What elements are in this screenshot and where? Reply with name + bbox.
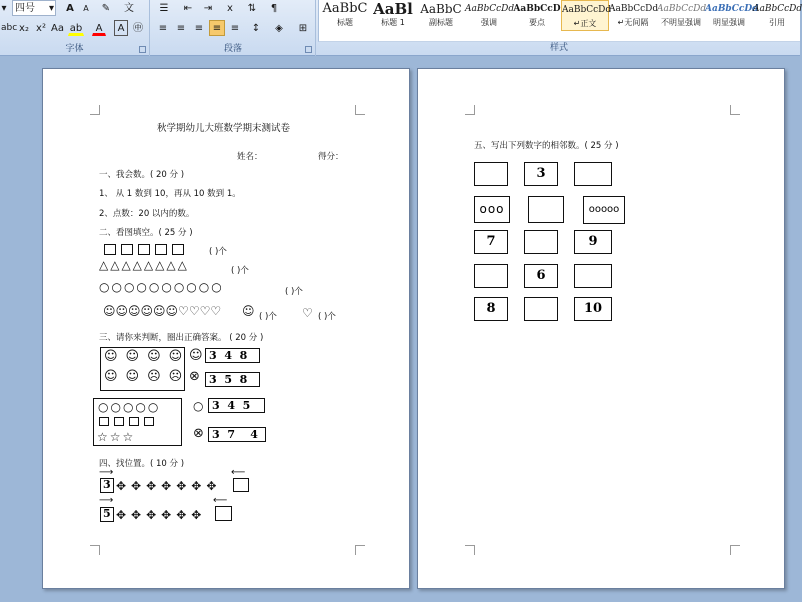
name-label: 姓名： xyxy=(237,152,263,162)
position-number: 3 xyxy=(103,478,111,491)
circle-row-icon: ○○○○○ xyxy=(98,400,161,414)
shrink-font-button[interactable]: A xyxy=(83,4,89,13)
styles-gallery xyxy=(318,0,800,42)
styles-group-label: 样式 xyxy=(549,43,568,53)
style-name: 要点 xyxy=(529,18,545,27)
square-shape xyxy=(104,244,116,255)
count-blank: ( )个 xyxy=(285,287,303,297)
style-name-text: 无间隔 xyxy=(624,18,649,27)
ribbon xyxy=(0,0,800,56)
style-sample: AaBbCcDd xyxy=(562,5,612,15)
number-cell xyxy=(574,264,612,288)
square-shape xyxy=(172,244,184,255)
smiley-heart-row-icon: ☺☺☺☺☺☺♡♡♡♡ xyxy=(103,304,222,318)
number-cell: 3 xyxy=(524,162,558,186)
square-shape xyxy=(99,417,109,426)
section-1-item-2: 2、点数：20 以内的数。 xyxy=(99,209,195,219)
change-case-button[interactable]: Aa xyxy=(51,23,64,34)
smiley-faces-icon: ☺☺☺☺ xyxy=(104,349,191,364)
page-title: 秋学期幼儿大班数学期末测试卷 xyxy=(157,123,291,134)
margin-mark xyxy=(355,545,365,555)
style-name-text: 正文 xyxy=(580,19,597,28)
square-shape xyxy=(129,417,139,426)
font-size-value: 四号 xyxy=(15,3,35,14)
triangle-row-icon: △△△△△△△△ xyxy=(99,258,189,272)
increase-indent-icon[interactable]: ⇥ xyxy=(203,3,213,14)
style-sample: AaBbCcD xyxy=(513,4,561,14)
margin-mark xyxy=(465,105,475,115)
dots-cell: ooo xyxy=(474,196,510,223)
crossed-smiley-icon: ⊗ xyxy=(189,369,202,384)
style-intense-emphasis[interactable] xyxy=(705,0,759,30)
decrease-indent-icon[interactable]: ⇤ xyxy=(183,3,193,14)
count-blank: ( )个 xyxy=(231,266,249,276)
style-sample: AaBbCcDd xyxy=(465,4,515,14)
number-cell: 7 xyxy=(474,230,508,254)
document-page-1[interactable] xyxy=(42,68,410,589)
style-name: 标题 1 xyxy=(381,18,405,27)
number-cell xyxy=(474,264,508,288)
dots-cell: ooooo xyxy=(583,196,625,224)
square-shape xyxy=(121,244,133,255)
count-blank: ( )个 xyxy=(209,247,227,257)
grow-font-button[interactable]: A xyxy=(66,3,74,14)
style-sample: AaBbC xyxy=(420,2,462,16)
count-blank: ( )个 xyxy=(259,312,277,322)
style-no-spacing[interactable] xyxy=(609,0,657,30)
star-row-icon: ☆☆☆ xyxy=(97,430,136,444)
align-left-icon[interactable]: ≡ xyxy=(158,23,168,34)
square-shape xyxy=(138,244,150,255)
line-spacing-icon[interactable]: ↕ xyxy=(251,23,261,34)
section-1-item-1: 1、 从 1 数到 10，再从 10 数到 1。 xyxy=(99,189,241,199)
square-shape xyxy=(144,417,154,426)
number-cell: 10 xyxy=(574,297,612,321)
paragraph-group xyxy=(151,0,316,56)
margin-mark xyxy=(355,105,365,115)
arrow-right-icon: ⟶ xyxy=(99,495,114,506)
document-page-2[interactable] xyxy=(417,68,785,589)
paragraph-group-label: 段落 xyxy=(223,44,242,54)
style-subtitle[interactable] xyxy=(417,0,465,30)
style-sample: AaBbCcDd xyxy=(753,4,802,14)
char-shading-button[interactable]: A xyxy=(114,20,128,36)
style-name: 标题 xyxy=(337,18,353,27)
style-sample: AaBbCcDd xyxy=(657,4,707,14)
style-name: 明显强调 xyxy=(713,18,745,27)
style-sample: AaBbCcDd xyxy=(609,4,659,14)
square-shape xyxy=(114,417,124,426)
answer-number: 3 7 4 xyxy=(212,428,258,441)
font-color-button[interactable]: A xyxy=(92,20,106,36)
align-right-icon[interactable]: ≡ xyxy=(194,23,204,34)
empty-box xyxy=(233,478,249,492)
answer-number: 3 4 8 xyxy=(209,349,248,362)
section-5-heading: 五、写出下列数字的相邻数。( 25 分 ) xyxy=(474,141,619,151)
sort-icon[interactable]: ⇅ xyxy=(247,3,257,14)
flower-row-icon: ✥✥✥✥✥✥✥ xyxy=(116,479,222,493)
number-cell xyxy=(524,297,558,321)
style-subtle-emphasis[interactable] xyxy=(657,0,705,30)
crossed-circle-icon: ⊗ xyxy=(193,426,206,441)
chinese-layout-icon[interactable]: ⅹ xyxy=(227,3,233,14)
clear-format-icon[interactable]: ✎ xyxy=(101,3,111,14)
phonetic-guide-icon[interactable]: 文 xyxy=(124,3,134,14)
strikethrough-button[interactable]: abc xyxy=(1,23,18,33)
number-cell xyxy=(524,230,558,254)
mixed-faces-icon: ☺☺☹☹ xyxy=(104,369,191,384)
style-normal[interactable] xyxy=(561,0,612,31)
chevron-down-icon: ▾ xyxy=(48,3,54,14)
enclose-char-button[interactable]: ㊥ xyxy=(133,23,143,34)
number-cell xyxy=(528,196,564,223)
font-size-select[interactable] xyxy=(12,0,56,16)
arrow-left-icon: ⟵ xyxy=(231,467,246,478)
answer-number: 3 4 5 xyxy=(212,399,251,412)
show-marks-icon[interactable]: ¶ xyxy=(270,3,278,14)
style-heading1[interactable] xyxy=(369,0,417,30)
font-group xyxy=(0,0,150,56)
style-emphasis[interactable] xyxy=(465,0,513,30)
margin-mark xyxy=(730,105,740,115)
number-cell xyxy=(474,162,508,186)
section-1-heading: 一、我会数。( 20 分 ) xyxy=(99,170,185,180)
smiley-icon: ☺ xyxy=(189,348,205,363)
position-number: 5 xyxy=(103,507,111,520)
number-cell: 9 xyxy=(574,230,612,254)
style-sample: AaBbCcDd xyxy=(705,4,759,14)
margin-mark xyxy=(465,545,475,555)
count-blank: ( )个 xyxy=(318,312,336,322)
style-name: 引用 xyxy=(769,18,785,27)
highlight-color-button[interactable]: ab xyxy=(68,20,84,36)
number-cell: 6 xyxy=(524,264,558,288)
square-shape xyxy=(155,244,167,255)
justify-icon[interactable]: ≡ xyxy=(209,20,225,36)
style-name: 副标题 xyxy=(429,18,453,27)
circle-icon: ○ xyxy=(193,399,206,413)
margin-mark xyxy=(90,545,100,555)
empty-box xyxy=(215,506,232,521)
style-strong[interactable] xyxy=(513,0,561,30)
font-group-label: 字体 xyxy=(65,44,84,54)
arrow-left-icon: ⟵ xyxy=(213,495,228,506)
heart-icon: ♡ xyxy=(302,306,315,320)
shading-icon[interactable]: ◈ xyxy=(275,23,283,34)
section-3-heading: 三、请你来判断，圈出正确答案。 ( 20 分 ) xyxy=(99,333,264,343)
style-sample: AaBbC xyxy=(322,1,368,16)
font-dialog-launcher-icon[interactable] xyxy=(139,46,146,53)
distributed-icon[interactable]: ≡ xyxy=(230,23,240,34)
circle-row-icon: ○○○○○○○○○○ xyxy=(99,280,224,294)
superscript-button[interactable]: x² xyxy=(36,23,46,34)
section-4-heading: 四、找位置。( 10 分 ) xyxy=(99,459,185,469)
section-2-heading: 二、看图填空。( 25 分 ) xyxy=(99,228,193,238)
number-cell: 8 xyxy=(474,297,508,321)
number-cell xyxy=(574,162,612,186)
style-title[interactable] xyxy=(321,0,369,30)
paragraph-dialog-launcher-icon[interactable] xyxy=(305,46,312,53)
font-name-dropdown-arrow[interactable]: ▾ xyxy=(1,3,7,14)
style-name: ↵无间隔 xyxy=(617,18,649,27)
style-sample: AaBl xyxy=(373,0,413,18)
arrow-right-icon: ⟶ xyxy=(99,467,114,478)
style-name: 不明显强调 xyxy=(661,18,701,27)
style-name: 强调 xyxy=(481,18,497,27)
multilevel-list-icon[interactable]: ☰ xyxy=(159,3,169,14)
align-center-icon[interactable]: ≡ xyxy=(176,23,186,34)
smiley-icon: ☺ xyxy=(242,304,257,318)
flower-row-icon: ✥✥✥✥✥✥ xyxy=(116,508,207,522)
borders-icon[interactable]: ⊞ xyxy=(298,23,308,34)
subscript-button[interactable]: x₂ xyxy=(19,23,29,34)
style-name: ↵正文 xyxy=(573,19,597,28)
score-label: 得分： xyxy=(318,152,344,162)
answer-number: 3 5 8 xyxy=(209,373,248,386)
margin-mark xyxy=(730,545,740,555)
margin-mark xyxy=(90,105,100,115)
style-quote[interactable] xyxy=(753,0,801,30)
